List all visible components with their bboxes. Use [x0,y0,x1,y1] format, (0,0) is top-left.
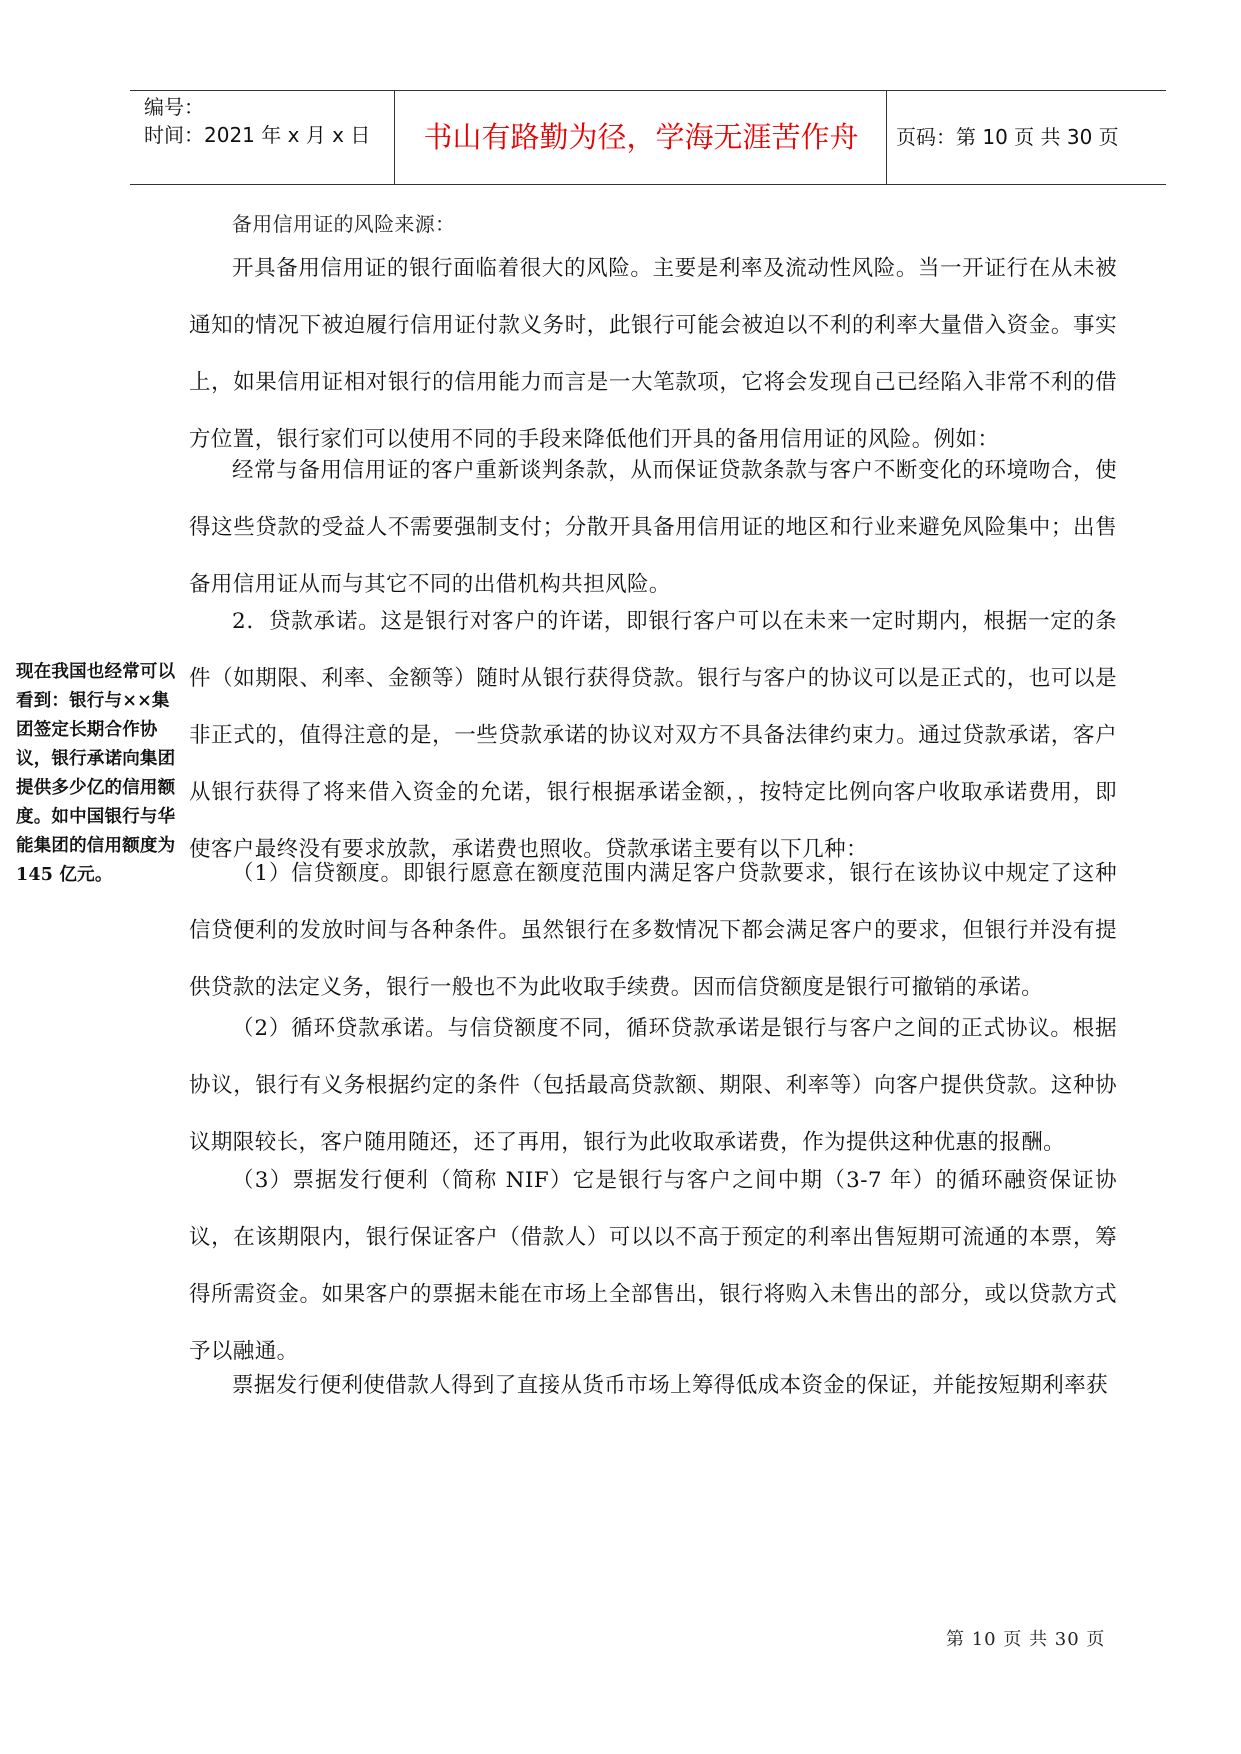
document-time-label: 时间：2021 年 x 月 x 日 [144,123,371,147]
section-title: 备用信用证的风险来源： [232,212,456,236]
paragraph-risk-intro: 开具备用信用证的银行面临着很大的风险。主要是利率及流动性风险。当一开证行在从未被通知的情况下被迫履行信用证付款义务时，此银行可能会被迫以不利的利率大量借入资金。事实上，如果信用证相对银行的信用能力而言是一大笔款项，它将会发现自己已经陷入非常不利的借方位置，银行家们可以使用不同的手段来降低他们开具的备用信用证的风险。例如： [189,256,1117,452]
document-number-label: 编号： [144,95,204,119]
paragraph-nif: （3）票据发行便利（简称 NIF）它是银行与客户之间中期（3-7 年）的循环融资保证协议，在该期限内，银行保证客户（借款人）可以以不高于预定的利率出售短期可流通的本票，筹得所需资金。如果客户的票据未能在市场上全部售出，银行将购入未售出的部分，或以贷款方式予以融通。 [189,1168,1117,1364]
header-meta [144,93,370,149]
header-divider [394,91,395,184]
header-divider [886,91,887,184]
paragraph-loan-commitment: 2．贷款承诺。这是银行对客户的许诺，即银行客户可以在未来一定时期内，根据一定的条件（如期限、利率、金额等）随时从银行获得贷款。银行与客户的协议可以是正式的，也可以是非正式的，值得注意的是，一些贷款承诺的协议对双方不具备法律约束力。通过贷款承诺，客户从银行获得了将来借入资金的允诺，银行根据承诺金额，，按特定比例向客户收取承诺费用，即使客户最终没有要求放款，承诺费也照收。贷款承诺主要有以下几种： [189,609,1117,862]
header-page-info: 页码：第 10 页 共 30 页 [896,125,1119,149]
page-header [130,90,1166,185]
header-motto: 书山有路勤为径，学海无涯苦作舟 [423,120,859,154]
margin-note: 现在我国也经常可以看到：银行与××集团签定长期合作协议，银行承诺向集团提供多少亿的信用额度。如中国银行与华能集团的信用额度为 145 亿元。 [16,662,176,885]
page-footer: 第 10 页 共 30 页 [946,1629,1106,1650]
paragraph-risk-methods: 经常与备用信用证的客户重新谈判条款，从而保证贷款条款与客户不断变化的环境吻合，使得这些贷款的受益人不需要强制支付；分散开具备用信用证的地区和行业来避免风险集中；出售备用信用证从而与其它不同的出借机构共担风险。 [189,458,1117,597]
paragraph-credit-line: （1）信贷额度。即银行愿意在额度范围内满足客户贷款要求，银行在该协议中规定了这种信贷便利的发放时间与各种条件。虽然银行在多数情况下都会满足客户的要求，但银行并没有提供贷款的法定义务，银行一般也不为此收取手续费。因而信贷额度是银行可撤销的承诺。 [189,861,1117,1000]
paragraph-revolving-commitment: （2）循环贷款承诺。与信贷额度不同，循环贷款承诺是银行与客户之间的正式协议。根据协议，银行有义务根据约定的条件（包括最高贷款额、期限、利率等）向客户提供贷款。这种协议期限较长，客户随用随还，还了再用，银行为此收取承诺费，作为提供这种优惠的报酬。 [189,1016,1117,1155]
paragraph-nif-benefit: 票据发行便利使借款人得到了直接从货币市场上筹得低成本资金的保证，并能按短期利率获 [232,1373,1109,1398]
